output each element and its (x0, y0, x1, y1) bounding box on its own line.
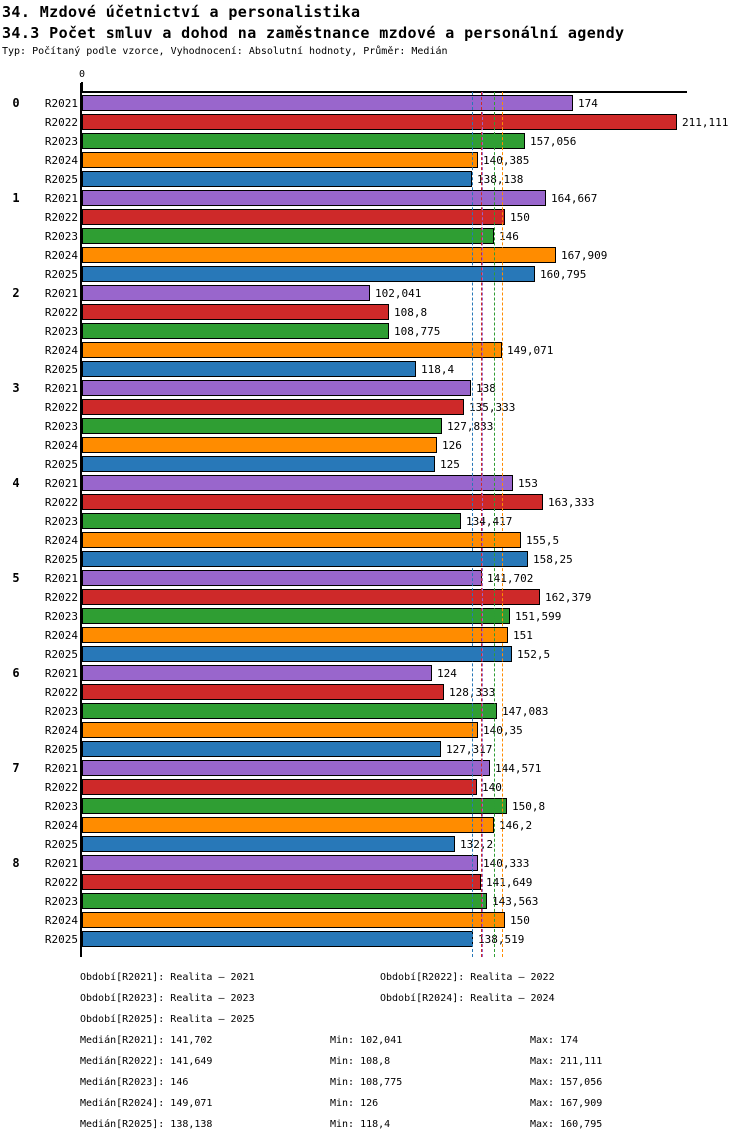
stat-min: Min: 118,4 (330, 1119, 391, 1130)
bar (82, 380, 471, 396)
bar (82, 171, 472, 187)
bar-value-label: 157,056 (530, 135, 577, 148)
bar-value-label: 151 (513, 629, 533, 642)
bar-value-label: 150 (510, 914, 530, 927)
series-label: R2023 (44, 515, 78, 528)
stat-min: Min: 126 (330, 1098, 379, 1109)
bar (82, 114, 677, 130)
series-label: R2023 (44, 420, 78, 433)
series-label: R2024 (44, 249, 78, 262)
bar (82, 836, 455, 852)
series-label: R2022 (44, 401, 78, 414)
legend-item: Období[R2021]: Realita – 2021 (80, 972, 255, 983)
series-label: R2023 (44, 800, 78, 813)
bar-value-label: 140,385 (483, 154, 530, 167)
bar-value-label: 149,071 (507, 344, 554, 357)
bar (82, 456, 435, 472)
series-label: R2021 (44, 762, 78, 775)
series-label: R2021 (44, 477, 78, 490)
bar-value-label: 124 (437, 667, 457, 680)
bar (82, 304, 389, 320)
bar (82, 741, 441, 757)
legend-item: Období[R2023]: Realita – 2023 (80, 993, 255, 1004)
stat-max: Max: 174 (530, 1035, 579, 1046)
series-label: R2023 (44, 705, 78, 718)
bar-value-label: 141,649 (486, 876, 533, 889)
bar (82, 152, 478, 168)
series-label: R2023 (44, 325, 78, 338)
bar (82, 779, 477, 795)
bar-value-label: 211,111 (682, 116, 729, 129)
series-label: R2025 (44, 268, 78, 281)
series-label: R2021 (44, 857, 78, 870)
bar (82, 190, 546, 206)
series-label: R2025 (44, 838, 78, 851)
bar (82, 285, 370, 301)
series-label: R2024 (44, 344, 78, 357)
series-label: R2022 (44, 496, 78, 509)
bar (82, 855, 478, 871)
series-label: R2024 (44, 154, 78, 167)
bar-value-label: 127,833 (447, 420, 494, 433)
stat-min: Min: 108,8 (330, 1056, 391, 1067)
bar-value-label: 126 (442, 439, 462, 452)
bar (82, 760, 490, 776)
x-axis-line (82, 91, 687, 93)
median-line (494, 92, 495, 957)
bar (82, 931, 473, 947)
bar-value-label: 138,519 (478, 933, 525, 946)
bar (82, 133, 525, 149)
median-line (502, 92, 503, 957)
bar (82, 817, 494, 833)
legend-item: Období[R2024]: Realita – 2024 (380, 993, 555, 1004)
bar (82, 874, 481, 890)
stat-median: Medián[R2024]: 149,071 (80, 1098, 213, 1109)
bar-value-label: 174 (578, 97, 598, 110)
bar-value-label: 160,795 (540, 268, 587, 281)
bar (82, 798, 507, 814)
median-line (472, 92, 473, 957)
bar-value-label: 138 (476, 382, 496, 395)
legend-item: Období[R2022]: Realita – 2022 (380, 972, 555, 983)
bar-value-label: 128,333 (449, 686, 496, 699)
series-label: R2024 (44, 819, 78, 832)
bar (82, 95, 573, 111)
series-label: R2025 (44, 743, 78, 756)
series-label: R2021 (44, 382, 78, 395)
bar (82, 228, 494, 244)
bar-value-label: 118,4 (421, 363, 455, 376)
series-label: R2025 (44, 933, 78, 946)
bar-value-label: 143,563 (492, 895, 539, 908)
bar (82, 418, 442, 434)
series-label: R2024 (44, 534, 78, 547)
bar (82, 475, 513, 491)
bar-value-label: 125 (440, 458, 460, 471)
bar (82, 399, 464, 415)
chart-meta: Typ: Počítaný podle vzorce, Vyhodnocení: Absolutní hodnoty, Průměr: Medián (2, 46, 448, 57)
series-label: R2021 (44, 667, 78, 680)
series-label: R2023 (44, 135, 78, 148)
bar-value-label: 140,35 (483, 724, 523, 737)
bar-value-label: 146 (499, 230, 519, 243)
series-label: R2024 (44, 439, 78, 452)
series-label: R2022 (44, 686, 78, 699)
group-label: 1 (12, 191, 20, 205)
bar (82, 893, 487, 909)
group-label: 6 (12, 666, 20, 680)
series-label: R2022 (44, 211, 78, 224)
stat-max: Max: 167,909 (530, 1098, 603, 1109)
series-label: R2025 (44, 173, 78, 186)
bar-value-label: 108,775 (394, 325, 441, 338)
stat-min: Min: 102,041 (330, 1035, 403, 1046)
bar (82, 266, 535, 282)
median-line (481, 92, 482, 957)
series-label: R2021 (44, 192, 78, 205)
bar (82, 703, 497, 719)
stat-max: Max: 160,795 (530, 1119, 603, 1130)
series-label: R2022 (44, 876, 78, 889)
bar (82, 437, 437, 453)
bar (82, 532, 521, 548)
bar (82, 684, 444, 700)
bar (82, 608, 510, 624)
bar-value-label: 140,333 (483, 857, 530, 870)
bar (82, 342, 502, 358)
series-label: R2025 (44, 458, 78, 471)
bar-value-label: 146,2 (499, 819, 533, 832)
bar (82, 665, 432, 681)
series-label: R2021 (44, 97, 78, 110)
bar-value-label: 138,138 (477, 173, 524, 186)
bar-value-label: 140 (482, 781, 502, 794)
bar (82, 570, 482, 586)
bar-value-label: 152,5 (517, 648, 551, 661)
bar-value-label: 167,909 (561, 249, 608, 262)
stat-min: Min: 108,775 (330, 1077, 403, 1088)
bar (82, 551, 528, 567)
page-title: 34. Mzdové účetnictví a personalistika (2, 3, 361, 21)
bar (82, 722, 478, 738)
series-label: R2022 (44, 306, 78, 319)
bar (82, 323, 389, 339)
bar-value-label: 141,702 (487, 572, 534, 585)
bar (82, 247, 556, 263)
x-axis-origin-label: 0 (78, 69, 86, 80)
group-label: 7 (12, 761, 20, 775)
series-label: R2022 (44, 781, 78, 794)
bar-value-label: 108,8 (394, 306, 428, 319)
bar (82, 361, 416, 377)
group-label: 4 (12, 476, 20, 490)
bar-value-label: 151,599 (515, 610, 562, 623)
series-label: R2025 (44, 553, 78, 566)
series-label: R2024 (44, 914, 78, 927)
bar-value-label: 135,333 (469, 401, 516, 414)
series-label: R2022 (44, 591, 78, 604)
bar (82, 209, 505, 225)
stat-median: Medián[R2021]: 141,702 (80, 1035, 213, 1046)
bar-value-label: 144,571 (495, 762, 542, 775)
bar (82, 912, 505, 928)
series-label: R2023 (44, 610, 78, 623)
bar (82, 646, 512, 662)
stat-max: Max: 211,111 (530, 1056, 603, 1067)
bar-value-label: 164,667 (551, 192, 598, 205)
series-label: R2021 (44, 572, 78, 585)
series-label: R2022 (44, 116, 78, 129)
series-label: R2023 (44, 230, 78, 243)
stat-median: Medián[R2023]: 146 (80, 1077, 189, 1088)
series-label: R2021 (44, 287, 78, 300)
series-label: R2025 (44, 363, 78, 376)
chart-title: 34.3 Počet smluv a dohod na zaměstnance mzdové a personální agendy (2, 24, 625, 42)
legend-item: Období[R2025]: Realita – 2025 (80, 1014, 255, 1025)
stat-median: Medián[R2025]: 138,138 (80, 1119, 213, 1130)
bar-value-label: 163,333 (548, 496, 595, 509)
stat-max: Max: 157,056 (530, 1077, 603, 1088)
bar-value-label: 132,2 (460, 838, 494, 851)
bar-value-label: 127,317 (446, 743, 493, 756)
bar (82, 494, 543, 510)
bar-value-label: 147,083 (502, 705, 549, 718)
bar-value-label: 162,379 (545, 591, 592, 604)
bar-value-label: 153 (518, 477, 538, 490)
group-label: 3 (12, 381, 20, 395)
group-label: 8 (12, 856, 20, 870)
bar (82, 627, 508, 643)
bar-value-label: 150 (510, 211, 530, 224)
group-label: 5 (12, 571, 20, 585)
stat-median: Medián[R2022]: 141,649 (80, 1056, 213, 1067)
bar-value-label: 155,5 (526, 534, 560, 547)
group-label: 0 (12, 96, 20, 110)
bar-value-label: 150,8 (512, 800, 546, 813)
series-label: R2025 (44, 648, 78, 661)
bar (82, 513, 461, 529)
bar-value-label: 158,25 (533, 553, 573, 566)
series-label: R2024 (44, 724, 78, 737)
series-label: R2024 (44, 629, 78, 642)
bar-value-label: 134,417 (466, 515, 513, 528)
series-label: R2023 (44, 895, 78, 908)
group-label: 2 (12, 286, 20, 300)
bar-value-label: 102,041 (375, 287, 422, 300)
